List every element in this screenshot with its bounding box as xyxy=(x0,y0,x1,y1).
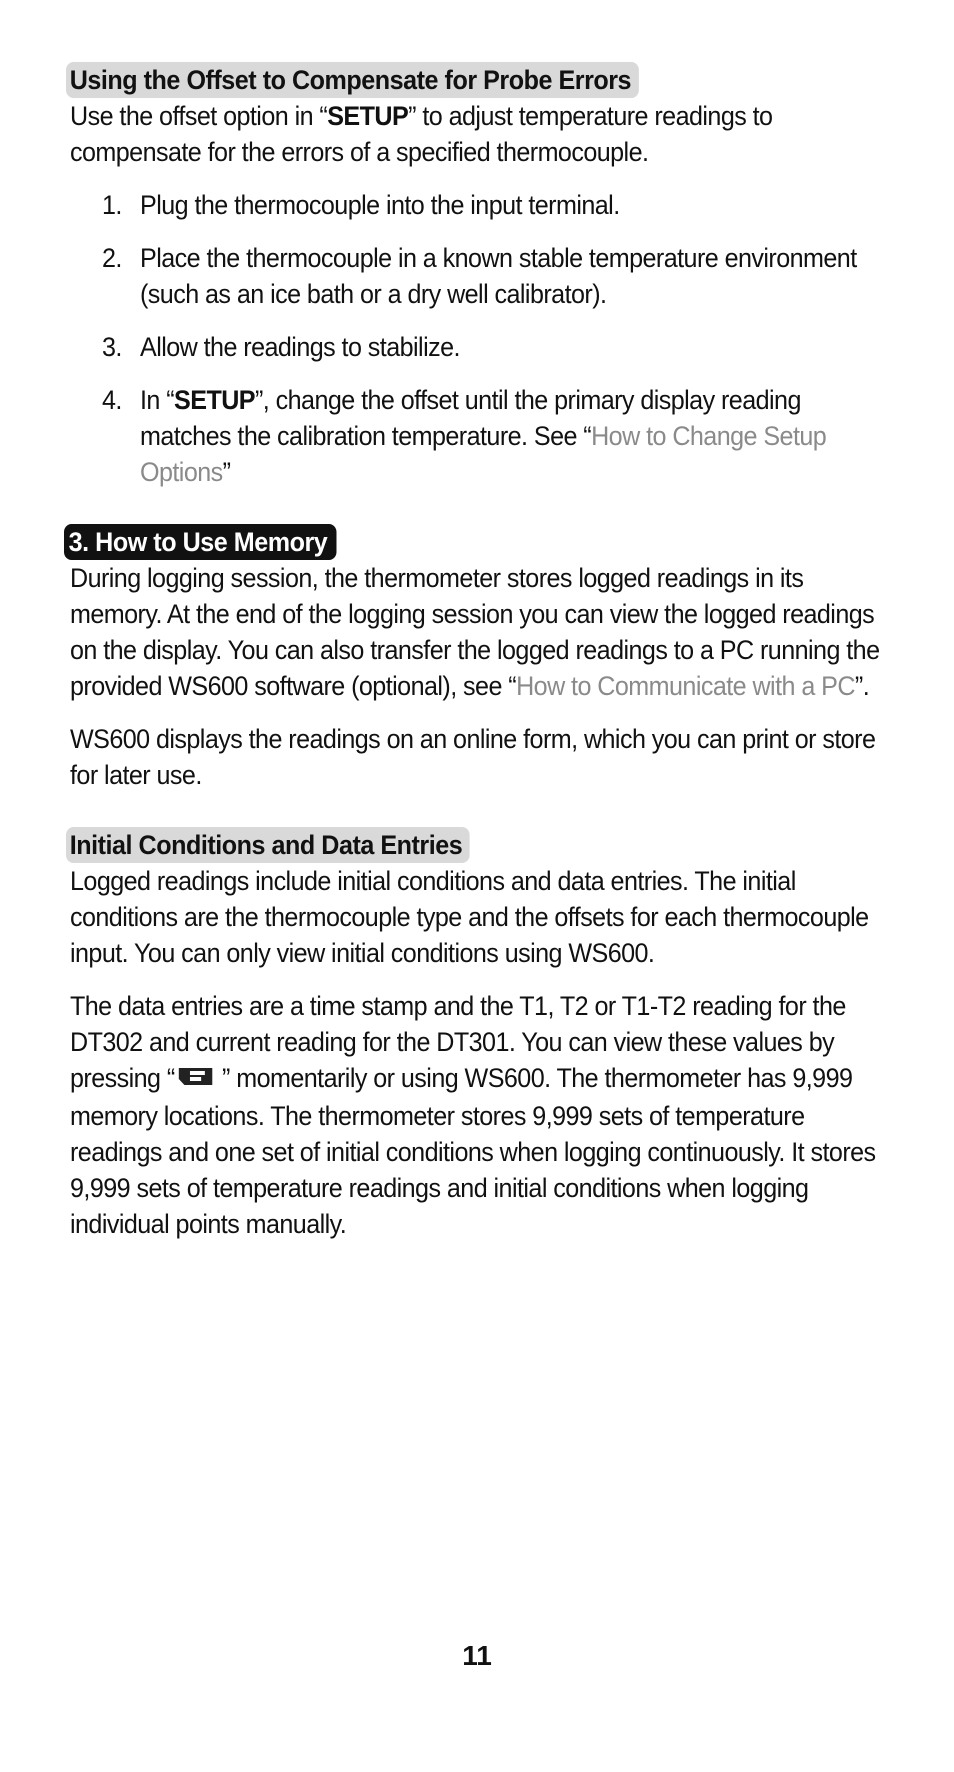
setup-keyword: SETUP xyxy=(327,101,409,131)
step-item: 1. Plug the thermocouple into the input terminal. xyxy=(102,190,620,220)
recall-key-icon xyxy=(177,1062,214,1098)
setup-keyword: SETUP xyxy=(174,385,256,415)
offset-steps xyxy=(70,187,890,490)
initial-conditions-para-2: The data entries are a time stamp and the T1, T2 or T1-T2 reading for the DT302 and current reading for the DT301. You can view these values by pressing “ ” momentarily or using WS600. The thermometer has 9,999 memory locations. The thermometer stores 9,999 sets of temperature readings and one set of initial conditions when logging continuously. It stores 9,999 sets of temperature readings and initial conditions when logging individual points manually. xyxy=(70,991,876,1239)
step-item: 3. Allow the readings to stabilize. xyxy=(102,332,460,362)
initial-conditions-para-1: Logged readings include initial conditions and data entries. The initial conditions are the thermocouple type and the offsets for each thermocouple input. You can only view initial conditions using WS600. xyxy=(70,866,869,968)
setup-options-link[interactable]: How to Change Setup Options xyxy=(140,421,827,487)
offset-heading: Using the Offset to Compensate for Probe Errors xyxy=(66,62,639,98)
step-item: 2. Place the thermocouple in a known stable temperature environment (such as an ice bath or a dry well calibrator). xyxy=(102,243,857,309)
section-memory xyxy=(70,524,890,793)
section-offset xyxy=(70,62,890,490)
initial-conditions-heading: Initial Conditions and Data Entries xyxy=(66,827,470,863)
memory-para-2: WS600 displays the readings on an online form, which you can print or store for later use. xyxy=(70,724,876,790)
communicate-pc-link[interactable]: How to Communicate with a PC xyxy=(516,671,855,701)
memory-para-1: During logging session, the thermometer stores logged readings in its memory. At the end of the logging session you can view the logged readings on the display. You can also transfer the logged readings to a PC running the provided WS600 software (optional), see “How to Communicate with a PC”. xyxy=(70,563,880,701)
manual-page xyxy=(70,62,890,1242)
page-number: 11 xyxy=(462,1640,492,1671)
offset-intro: Use the offset option in “SETUP” to adjust temperature readings to compensate for the errors of a specified thermocouple. xyxy=(70,101,773,167)
section-initial-conditions xyxy=(70,827,890,1242)
memory-heading: 3. How to Use Memory xyxy=(64,524,337,560)
step-item: 4. In “SETUP”, change the offset until the primary display reading matches the calibration temperature. See “How to Change Setup Options” xyxy=(102,385,827,487)
